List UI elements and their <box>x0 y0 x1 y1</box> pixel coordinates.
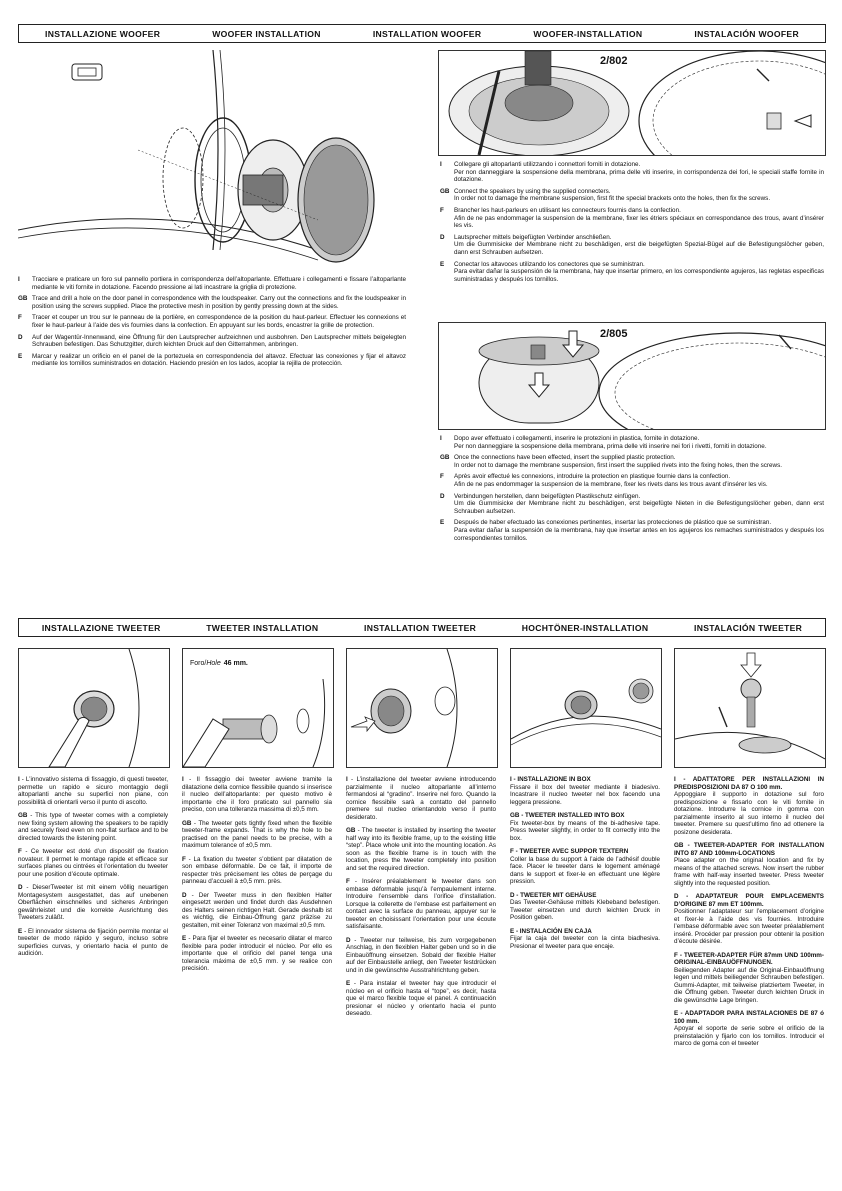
tweeter-header-f: INSTALLATION TWEETER <box>364 622 477 633</box>
instr-805-e: E Después de haber efectuado las conexiones pertinentes, insertar las protecciones de plástico que se suministran. Para evitar dañar la suspensión de la membrana, hay que insertar antes en los agujeros los remaches suministrados y después los correspondientes tornillos. <box>440 519 824 542</box>
instr-802-e: E Conectar los altavoces utilizando los conectores que se suministran. Para evitar dañar la suspensión de la membrana, hay que insertar primero, en los correspondiente agujeros, las regletas especificas suministradas y después los tornillos. <box>440 260 824 283</box>
tweeter-header-bar <box>18 618 826 637</box>
tw3-it: I - L’installazione del tweeter avviene introducendo parzialmente il nucleo altoparlante all’interno fermandosi al “gradino”. Inserire nel foro. Quando la cornice flessibile sarà a contatto del pannello premere sul nucleo orientandolo verso il punto desiderato. <box>346 776 496 821</box>
model-802-drawing <box>439 51 825 155</box>
tw1-it: I - L’innovativo sistema di fissaggio, di questi tweeter, permette un rapido e sicuro montaggio degli altoparlanti anche su superfici non piane, con possibilità di orientarli verso il punto di ascolto. <box>18 776 168 806</box>
instr-802-gb: GB Connect the speakers by using the supplied connecters. In order not to damage the membrane suspension, first fit the special brackets onto the holes, then fix the screws. <box>440 187 771 203</box>
instr-802-f: F Brancher les haut-parleurs en utilisant les connecteurs fournis dans la confection. Afin de ne pas endommager la suspension de la membrane, fixer les étriers spéciaux en correspondance des trous, avant d’insérer les vis. <box>440 206 824 230</box>
woofer-header-d: WOOFER-INSTALLATION <box>533 28 643 39</box>
tw5-d: D - ADAPTATEUR POUR EMPLACEMENTS D’ORIGINE 87 mm ET 100mm. Positionner l’adaptateur sur l’emplacement d’origine et fixer-le à l’aide des vis fournies. Introduire l’embase déformable avec son tweeter préalablement inséré. Procéder par pression pour obtenir la position d’écoute désirée. <box>674 893 824 945</box>
woofer-header-bar <box>18 24 826 43</box>
tweeter-column-1 <box>18 776 168 964</box>
tweeter-column-2 <box>182 776 332 979</box>
instr-802-it: I Collegare gli altoparlanti utilizzando i connettori forniti in dotazione. Per non danneggiare la sospensione della membrana, prima delle viti inserire, in corrispondenza dei fori, le speciali staffe fornite in dotazione. <box>440 161 824 184</box>
model-805-label: 2/805 <box>600 328 628 340</box>
woofer-header-it: INSTALLAZIONE WOOFER <box>45 28 161 39</box>
tweeter-illustration-5 <box>674 648 826 768</box>
tw3-gb: GB - The tweeter is installed by inserting the tweeter half way into its flexible frame, up to the existing little “step”. Place whole unit into the mounting location. As soon as the flexible frame is in touch with the location, press the tweeter completely into position and set the required direction. <box>346 827 497 872</box>
tweeter-header-it: INSTALLAZIONE TWEETER <box>41 622 161 633</box>
hole-size-label: Foro/Hole 46 mm. <box>190 660 248 667</box>
woofer-header-f: INSTALLATION WOOFER <box>372 28 482 39</box>
tweeter-drawing-1 <box>19 649 169 767</box>
woofer-header-e: INSTALACIÓN WOOFER <box>694 28 799 39</box>
instr-805-gb: GB Once the connections have been effected, insert the supplied plastic protection. In order not to damage the membrane suspension, first insert the supplied rivets into the fixing holes, then the screws. <box>440 454 782 469</box>
instr-row-e: E Marcar y realizar un orificio en el panel de la portezuela en correspondencia del altavoz. Efectuar las conexiones y fijar el altavoz mediante los tornillos suministrados en dotación. Haciendo presión en los lados, acoplar la rejilla de protección. <box>18 352 406 368</box>
woofer-general-instructions <box>18 276 406 372</box>
tw5-it: I - ADATTATORE PER INSTALLAZIONI IN PREDISPOSIZIONI DA 87 O 100 mm. Appoggiare il supporto in dotazione sul foro predisposizione e fissarlo con le viti fornite in dotazione. Introdurre la cornice in gomma con parzialmente inserito al suo interno il nucleo del tweeter. Premere su quest’ultimo fino ad ottenere la posizone desiderata. <box>674 776 824 836</box>
tw2-f: F - La fixation du tweeter s’obtient par dilatation de son embase déformable. De ce fait, il importe de respecter très précisement les côtes de perçage du panneau d’accueil à ±0,5 mm. près. <box>182 855 333 885</box>
tweeter-column-3 <box>346 776 496 1024</box>
tw2-e: E - Para fijar el tweeter es necesario dilatar el marco flexible para poder introducir el núcleo. Por ello es importante que el orificio del panel tenga una tolerancia máxima de ±0,5 mm. y se realice con precisión. <box>182 935 333 972</box>
instr-805-f: F Après avoir effectué les connexions, introduire la protection en plastique fournie dans la confection. Afin de ne pas endommager la suspension de la membrane, fixer les rivets dans les trous avant d’insérer les vis. <box>440 473 768 488</box>
woofer-door-drawing <box>18 50 418 272</box>
tw1-f: F - Ce tweeter est doté d’un dispositif de fixation novateur. Il permet le montage rapide et efficace sur surfaces planes ou cintrées et l’orientation du tweeter pour une position d’écoute optimale. <box>18 848 168 878</box>
tweeter-header-d: HOCHTÖNER-INSTALLATION <box>521 622 649 633</box>
tw4-e: E - INSTALACIÓN EN CAJA Fijar la caja del tweeter con la cinta biadhesiva. Presionar el tweeter para que encaje. <box>510 927 660 950</box>
instr-row-it: I Tracciare e praticare un foro sul pannello portiera in corrispondenza dell’altoparlante. Effettuare i collegamenti e fissare l’altoparlante mediante le viti fornite in dotazione. Facendo pressione ai lati incastrare la griglia di protezione. <box>18 276 406 291</box>
woofer-header-gb: WOOFER INSTALLATION <box>212 28 321 39</box>
woofer-door-illustration <box>18 50 418 272</box>
tw4-d: D - TWEETER MIT GEHÄUSE Das Tweeter-Gehäuse mittels Klebeband befestigen. Tweeter einsetzen und durch leichten Druck in Position geben. <box>510 891 660 921</box>
tweeter-header-e: INSTALACIÓN TWEETER <box>694 622 803 633</box>
tw1-e: E - El innovador sistema de fijación permite montar el tweeter de modo rápido y seguro, incluso sobre superficies curvas, y orientarlo hacia el punto de audición. <box>18 927 168 957</box>
model-802-instructions <box>440 161 824 287</box>
model-805-drawing <box>439 323 825 429</box>
tw1-gb: GB - This type of tweeter comes with a completely new fixing system allowing the speakers to be rapidly and securely fixed even on non-flat surface and to be directed towards the listening point. <box>18 812 168 842</box>
model-802-illustration <box>438 50 826 156</box>
tweeter-drawing-4 <box>511 649 661 767</box>
tweeter-column-5 <box>674 776 824 1054</box>
instr-805-it: I Dopo aver effettuato i collegamenti, inserire le protezioni in plastica, fornite in dotazione. Per non danneggiare la sospensione della membrana, prima delle viti inserire nei fori i rivetti, forniti in dotazione. <box>440 435 767 450</box>
tw3-f: F - Insérer préalablement le tweeter dans son embase déformable jusqu’à l’empaulement interne. Introduire l’ensemble dans l’orifice d’installation. Lorsque la collerette de l’embase est parfaitement en contact avec la surface du panneau, appuyer sur le tweeter en choisissant l’orientation pour une écoute satisfaisante. <box>346 878 496 930</box>
model-802-label: 2/802 <box>600 55 628 67</box>
tw2-it: I - Il fissaggio dei tweeter avviene tramite la dilatazione della cornice flessibile quando si inserisce il nucleo dell’altoparlante: per questo motivo è importante che il foro praticato sul pannello sia preciso, con una tolleranza massima di ±0,5 mm. <box>182 776 332 813</box>
instr-row-d: D Auf der Wagentür-Innenwand, eine Öffnung für den Lautsprecher aufzeichnen und ausbohren. Den Lautsprecher mittels beigelegten Schrauben befestigen. Das Schutzgitter, durch leichten Druck auf den Gitterrahmen, anbringen. <box>18 333 406 349</box>
tw4-it: I - INSTALLAZIONE IN BOX Fissare il box del tweeter mediante il biadesivo. Incastrare il nucleo tweeter nel box facendo una leggera pressione. <box>510 776 660 806</box>
tweeter-header-gb: TWEETER INSTALLATION <box>206 622 319 633</box>
model-805-instructions <box>440 435 824 546</box>
tweeter-drawing-3 <box>347 649 497 767</box>
tw2-d: D - Der Tweeter muss in den flexiblen Halter eingesetzt werden und findet durch das Ausdehnen des Halters seinen richtigen Halt. Gerade deshalb ist es wichtig, die Einbau-Öffnung ganz präzise zu gestalten, mit einer Toleranz von maximal ±0,5 mm. <box>182 891 332 929</box>
tw5-e: E - ADAPTADOR PARA INSTALACIONES DE 87 ó 100 mm. Apoyar el soporte de serie sobre el orificio de la preinstalación y fijarlo con los tornillos. Introducir el marco de goma con el tweeter <box>674 1010 824 1047</box>
tw2-gb: GB - The tweeter gets tightly fixed when the flexible tweeter-frame expands. That is why the hole to be practised on the panel needs to be precise, with a maximum tolerance of ±0,5 mm. <box>182 819 333 849</box>
instr-row-gb: GB Trace and drill a hole on the door panel in correspondence with the loudspeaker. Carry out the connections and fix the loudspeaker in position using the screws supplied. Place the protective mesh in position by gently pressing down at the sides. <box>18 295 406 310</box>
tweeter-illustration-3 <box>346 648 498 768</box>
tw1-d: D - DieserTweeter ist mit einem völlig neuartigen Montagesystem ausgestattet, das auf unebenen Oberflächen einschnelles und sicheres Anbringen gewährleistet und die korrekte Ausrichtung des Tweeters zuläßt. <box>18 884 168 921</box>
tw4-f: F - TWEETER AVEC SUPPOR TEXTERN Coller la base du support à l’aide de l’adhésif double face. Placer le tweeter dans le logement aménagé dans le support et fixer-le en effectuant une légère pression. <box>510 848 660 885</box>
tw4-gb: GB - TWEETER INSTALLED INTO BOX Fix tweeter-box by means of the bi-adhesive tape. Press tweeter slightly, in order to fit correctly into the box. <box>510 812 660 842</box>
tweeter-illustration-1 <box>18 648 170 768</box>
tw5-f: F - TWEETER-ADAPTER FÜR 87mm UND 100mm-ORIGINAL-EINBAUÖFFNUNGEN. Beiliegenden Adapter auf die Original-Einbauöffnung legen und mittels beiliegender Schrauben befestigen. Gummi-Adapter, mit teilweise platziertem Tweeter, in die Öffnung geben. Tweeter durch leichten Druck in die gewünschte Lage bringen. <box>674 951 824 1004</box>
tw3-d: D - Tweeter nur teilweise, bis zum vorgegebenen Anschlag, in den flexiblen Halter geben und so in die Einbauöffnung einsetzen. Sobald der flexible Halter auf der Einbaustelle anliegt, den Tweeter festdrücken und in die gewünschte Ausstrahlrichtung geben. <box>346 936 497 974</box>
tw3-e: E - Para instalar el tweeter hay que introducir el núcleo en el orificio hasta el “tope”, es decir, hasta que el marco flexible toque el panel. A continuación presionar el núcleo y orientarlo hacia el punto deseado. <box>346 980 497 1017</box>
tweeter-illustration-4 <box>510 648 662 768</box>
instr-row-f: F Tracer et couper un trou sur le panneau de la portière, en correspondence de la position du haut-parleur. Effectuer les connexions et fixer le haut-parleur à l’aide des vis fournies dans la confection. En appuyant sur les bords, encastrer la grille de protection. <box>18 314 406 329</box>
model-805-illustration <box>438 322 826 430</box>
tweeter-column-4 <box>510 776 660 956</box>
instr-805-d: D Verbindungen herstellen, dann beigefügten Plastikschutz einfügen. Um die Gummisicke der Membrane nicht zu beschädigen, erst beigefügte Nieten in die Befestigungslöcher geben, dann erst Schrauben aufsetzen. <box>440 492 824 515</box>
instr-802-d: D Lautsprecher mittels beigefügten Verbinder anschließen. Um die Gummisicke der Membrane nicht zu beschädigen, erst die beigefügten Spezial-Bügel auf die Befestigungslöcher geben, dann erst Schrauben aufsetzen. <box>440 233 824 256</box>
tweeter-drawing-5 <box>675 649 825 767</box>
tw5-gb: GB - TWEETER-ADAPTER FOR INSTALLATION INTO 87 AND 100mm-LOCATIONS Place adapter on the original location and fix by means of the attached screws. Now insert the rubber frame with half-way inserted tweeter. Press tweeter slightly into the requested position. <box>674 842 824 887</box>
